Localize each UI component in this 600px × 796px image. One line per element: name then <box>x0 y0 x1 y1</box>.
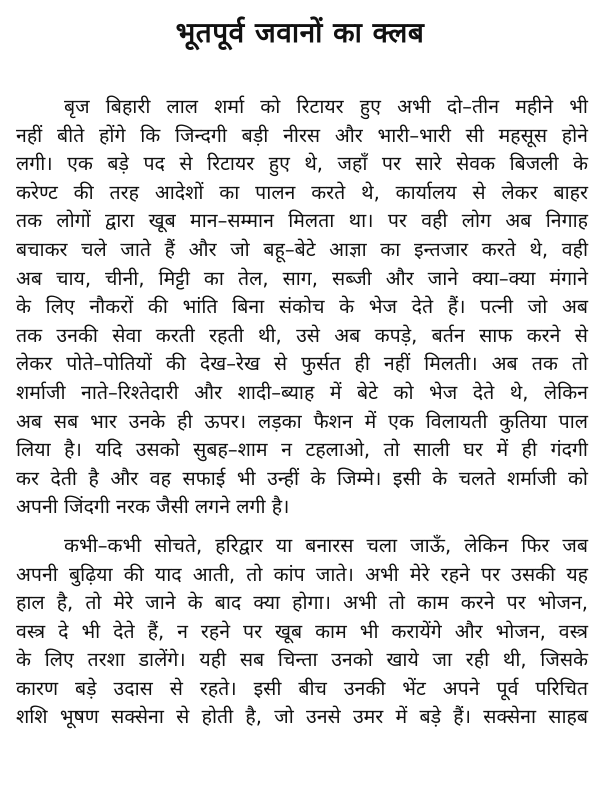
text-line: वस्त्र दे भी देते हैं, न रहने पर खूब काम भी करायेंगे और भोजन, वस्त्र <box>16 619 588 643</box>
text-line: कभी–कभी सोचते, हरिद्वार या बनारस चला जाऊँ, लेकिन फिर जब <box>64 533 588 557</box>
chapter-title: भूतपूर्व जवानों का क्लब <box>175 16 425 49</box>
text-line: करेण्ट की तरह आदेशों का पालन करते थे, कार्यालय से लेकर बाहर <box>16 180 588 204</box>
text-line: बृज बिहारी लाल शर्मा को रिटायर हुए अभी दो–तीन महीने भी <box>64 95 588 118</box>
text-line: अपनी जिंदगी नरक जैसी लगने लगी है। <box>16 495 290 519</box>
text-line: अब चाय, चीनी, मिट्टी का तेल, साग, सब्जी और जाने क्या–क्या मंगाने <box>16 266 588 290</box>
text-line: के लिए नौकरों की भांति बिना संकोच के भेज देते हैं। पत्नी जो अब <box>16 295 588 319</box>
text-line: नहीं बीते होंगे कि जिन्दगी बड़ी नीरस और भारी–भारी सी महसूस होने <box>16 123 588 147</box>
text-line: तक उनकी सेवा करती रहती थी, उसे अब कपड़े, बर्तन साफ करने से <box>16 323 588 347</box>
body-text <box>16 93 588 732</box>
text-line: शर्माजी नाते–रिश्तेदारी और शादी–ब्याह में बेटे को भेज देते थे, लेकिन <box>16 380 588 404</box>
text-line: हाल है, तो मेरे जाने के बाद क्या होगा। अभी तो काम करने पर भोजन, <box>16 591 588 615</box>
text-line: लिया है। यदि उसको सुबह–शाम न टहलाओ, तो साली घर में ही गंदगी <box>16 438 588 462</box>
text-line: लगी। एक बड़े पद से रिटायर हुए थे, जहाँ पर सारे सेवक बिजली के <box>16 152 588 176</box>
text-line: तक लोगों द्वारा खूब मान–सम्मान मिलता था। पर वही लोग अब निगाह <box>16 209 588 233</box>
text-line: अपनी बुढ़िया की याद आती, तो कांप जाते। अभी मेरे रहने पर उसकी यह <box>16 562 588 586</box>
text-line: बचाकर चले जाते हैं और जो बहू–बेटे आज्ञा का इन्तजार करते थे, वही <box>16 237 588 261</box>
text-line: के लिए तरशा डालेंगे। यही सब चिन्ता उनको खाये जा रही थी, जिसके <box>16 648 588 672</box>
text-line: लेकर पोते–पोतियों की देख–रेख से फुर्सत ही नहीं मिलती। अब तक तो <box>16 352 588 376</box>
text-line: अब सब भार उनके ही ऊपर। लड़का फैशन में एक विलायती कुतिया पाल <box>16 409 588 433</box>
text-line: कर देती है और वह सफाई भी उन्हीं के जिम्मे। इसी के चलते शर्माजी को <box>16 466 588 490</box>
paragraph <box>16 93 588 522</box>
text-line: कारण बड़े उदास से रहते। इसी बीच उनकी भेंट अपने पूर्व परिचित <box>16 676 588 700</box>
paragraph <box>16 532 588 732</box>
paragraph-gap <box>16 522 588 532</box>
text-line: शशि भूषण सक्सेना से होती है, जो उनसे उमर में बड़े हैं। सक्सेना साहब <box>16 705 588 729</box>
